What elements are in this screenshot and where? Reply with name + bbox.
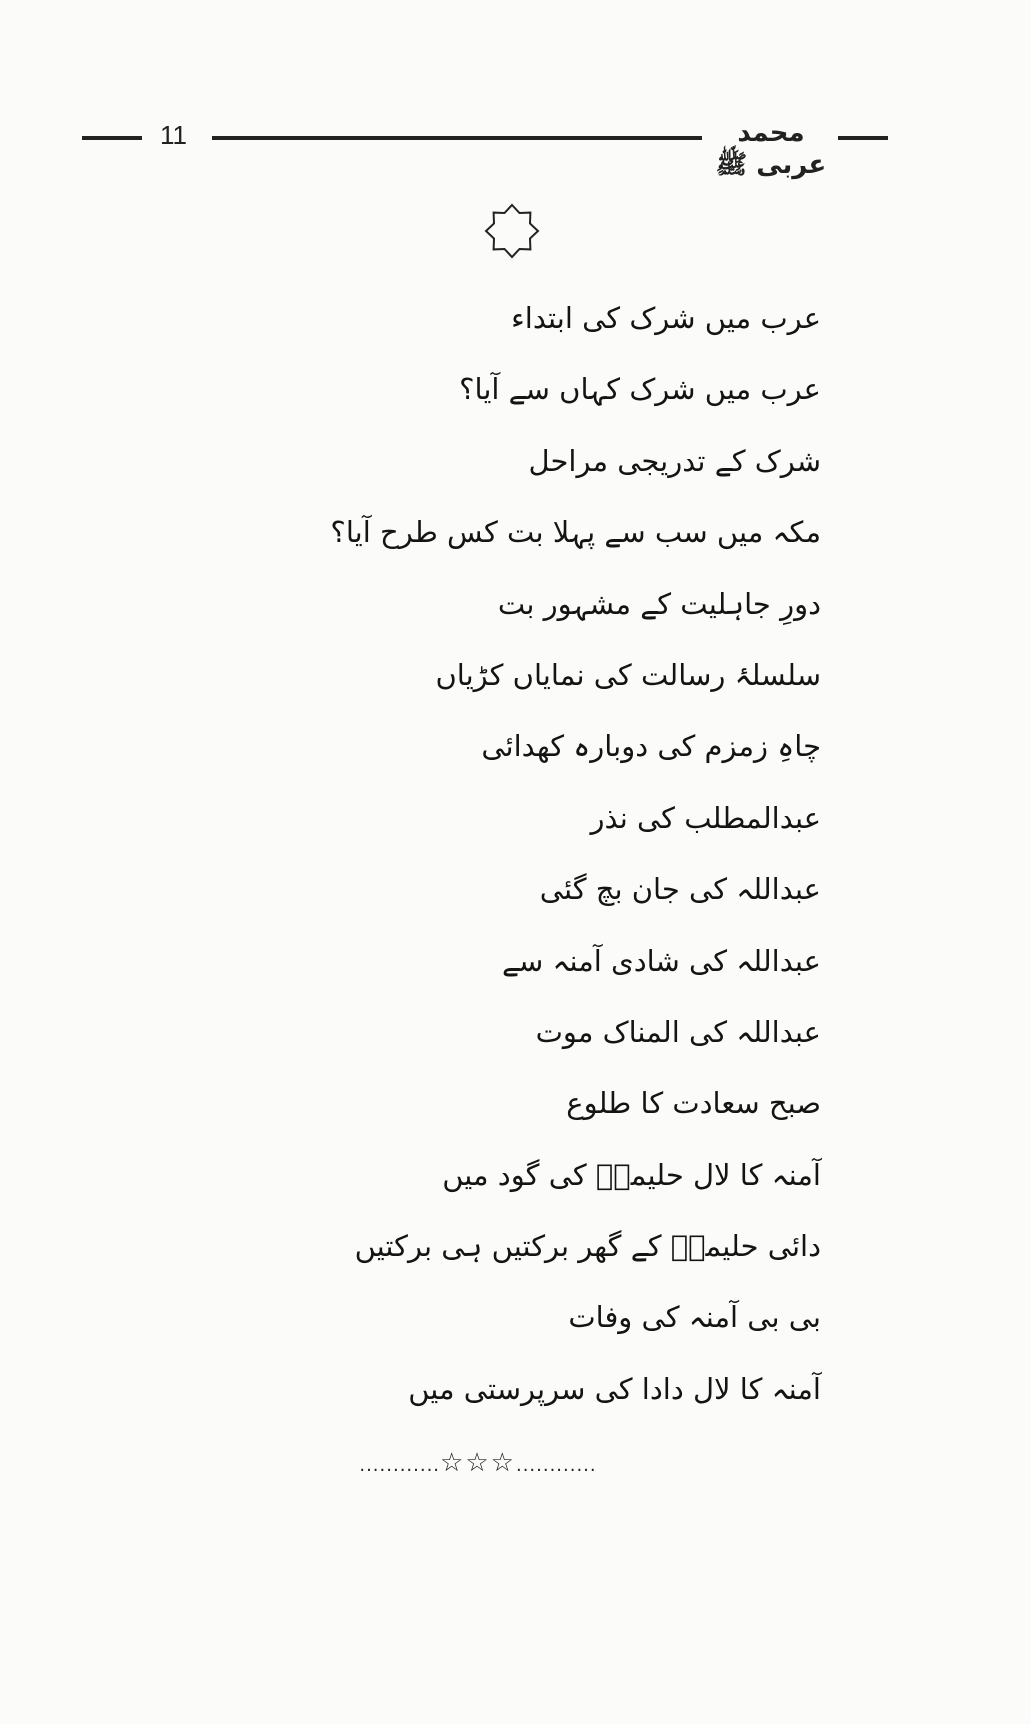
toc-item: صبح سعادت کا طلوع	[566, 1086, 821, 1121]
toc-item: عبداللہ کی جان بچ گئی	[539, 872, 821, 907]
book-title: محمد عربی ﷺ	[715, 118, 827, 180]
toc-item: عبدالمطلب کی نذر	[590, 800, 821, 835]
page-number: 11	[160, 120, 187, 150]
toc-item: عبداللہ کی المناک موت	[535, 1014, 821, 1049]
end-marker-left-dots: ............	[359, 1455, 441, 1476]
table-of-contents	[301, 288, 821, 1430]
toc-item: عرب میں شرک کہاں سے آیا؟	[459, 372, 821, 407]
toc-item: دائی حلیمہؓ کے گھر برکتیں ہی برکتیں	[354, 1229, 821, 1264]
header-rule-middle	[212, 136, 702, 140]
page-header	[0, 118, 1031, 180]
end-marker-right-dots: ............	[515, 1455, 597, 1476]
toc-item: چاہِ زمزم کی دوبارہ کھدائی	[481, 729, 821, 764]
toc-item: آمنہ کا لال دادا کی سرپرستی میں	[408, 1371, 821, 1406]
toc-item: شرک کے تدریجی مراحل	[528, 443, 821, 478]
header-rule-right	[838, 136, 888, 140]
toc-item: عرب میں شرک کی ابتداء	[511, 301, 821, 335]
toc-item: مکہ میں سب سے پہلا بت کس طرح آیا؟	[330, 515, 821, 550]
section-end-marker	[348, 1448, 608, 1478]
three-star-icon: ☆☆☆	[440, 1448, 516, 1478]
eight-point-star-outline-icon	[484, 203, 540, 259]
toc-item: سلسلۂ رسالت کی نمایاں کڑیاں	[435, 657, 821, 692]
toc-item: آمنہ کا لال حلیمہؓ کی گود میں	[442, 1157, 821, 1192]
toc-item: عبداللہ کی شادی آمنہ سے	[502, 943, 821, 978]
toc-item: دورِ جاہلیت کے مشہور بت	[497, 586, 821, 621]
toc-item: بی بی آمنہ کی وفات	[568, 1300, 821, 1335]
header-rule-left	[82, 136, 142, 140]
